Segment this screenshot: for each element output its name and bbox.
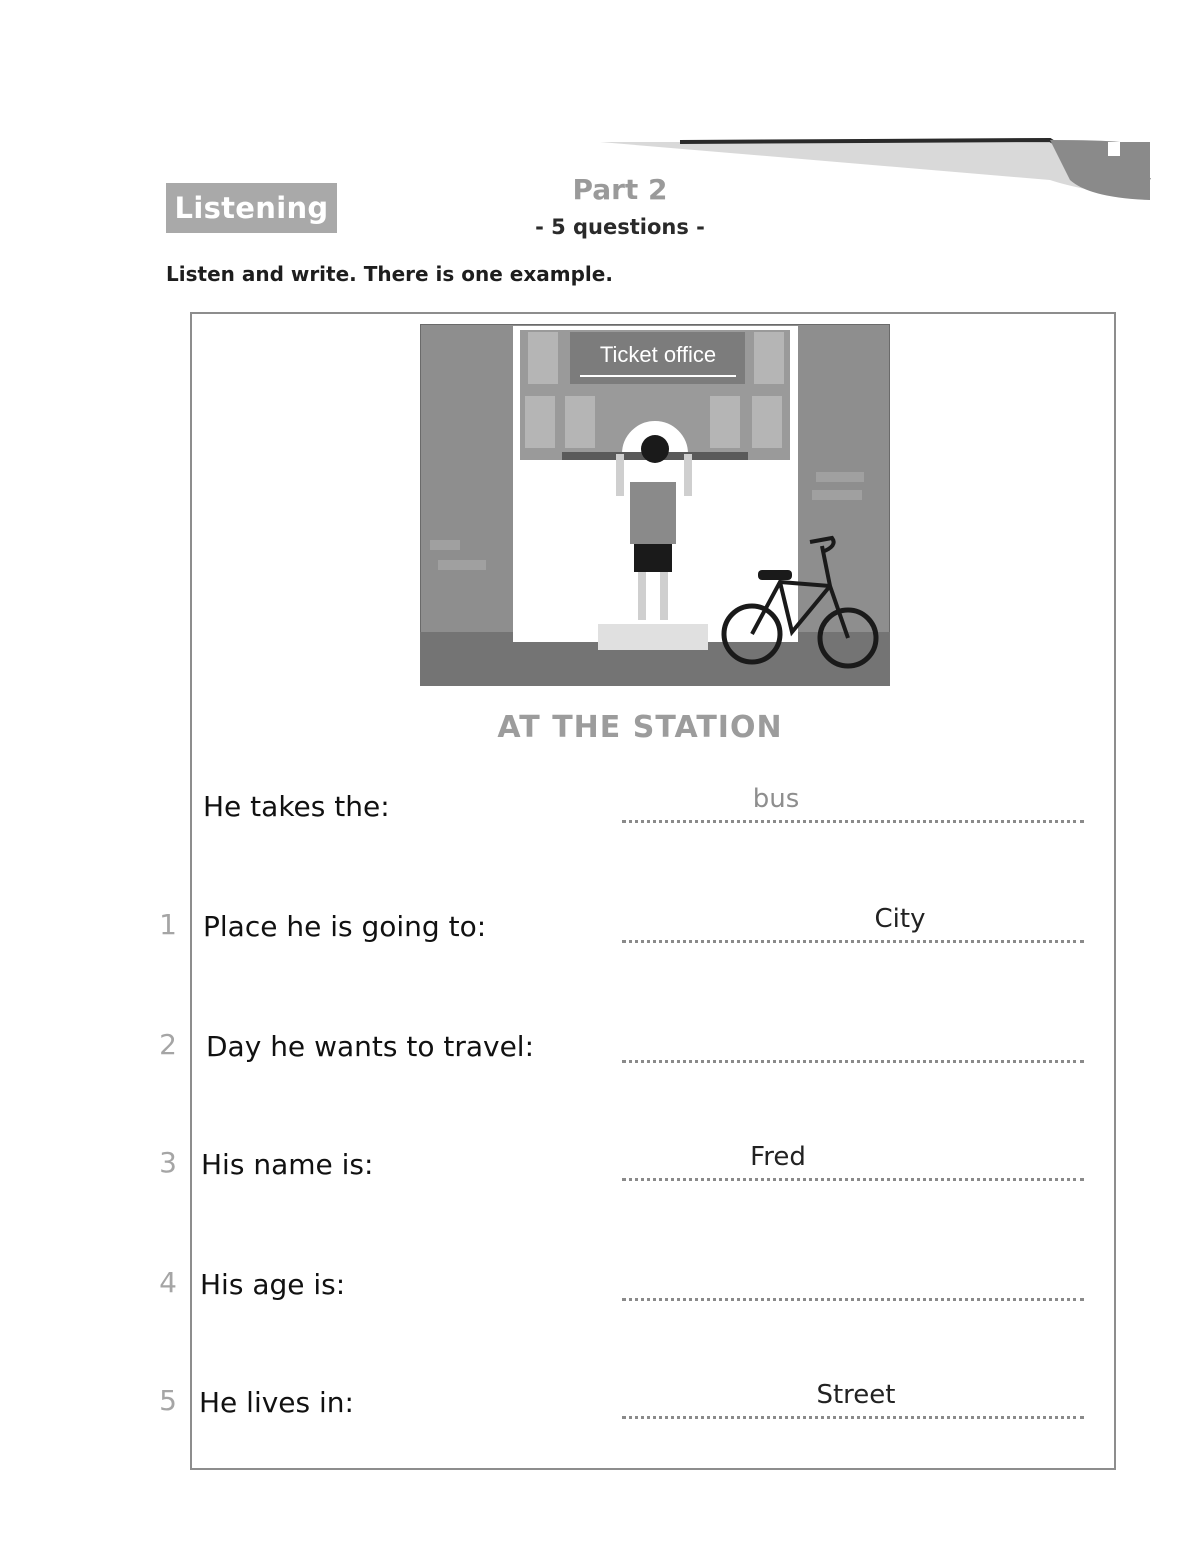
question-number: 1: [159, 908, 177, 941]
answer-line: [622, 820, 1084, 823]
answer-line: [622, 940, 1084, 943]
answer-field[interactable]: Street: [816, 1380, 896, 1410]
scene-title: AT THE STATION: [497, 710, 783, 745]
question-number: 5: [159, 1384, 177, 1417]
answer-line: [622, 1060, 1084, 1063]
question-row-5: [0, 1374, 1200, 1434]
answer-field[interactable]: bus: [752, 784, 800, 814]
station-illustration: [420, 324, 890, 686]
part-title: Part 2: [572, 173, 668, 206]
question-row-4: [0, 1256, 1200, 1316]
question-label: His age is:: [200, 1268, 346, 1301]
part-subtitle: - 5 questions -: [535, 215, 705, 239]
question-row-example: [0, 778, 1200, 838]
question-label: He takes the:: [203, 790, 390, 823]
instruction-text: Listen and write. There is one example.: [166, 262, 613, 286]
question-row-1: [0, 898, 1200, 958]
answer-line: [622, 1416, 1084, 1419]
question-label: He lives in:: [199, 1386, 354, 1419]
answer-field[interactable]: City: [874, 904, 926, 934]
question-number: 2: [159, 1028, 177, 1061]
question-label: His name is:: [201, 1148, 374, 1181]
question-row-2: [0, 1018, 1200, 1078]
question-label: Day he wants to travel:: [206, 1030, 535, 1063]
answer-line: [622, 1178, 1084, 1181]
question-label: Place he is going to:: [203, 910, 487, 943]
ticket-office-sign: Ticket office: [599, 342, 717, 367]
answer-line: [622, 1298, 1084, 1301]
question-number: 4: [159, 1266, 177, 1299]
question-number: 3: [159, 1146, 177, 1179]
answer-field[interactable]: Fred: [750, 1142, 806, 1172]
section-label: Listening: [166, 183, 337, 233]
question-row-3: [0, 1136, 1200, 1196]
